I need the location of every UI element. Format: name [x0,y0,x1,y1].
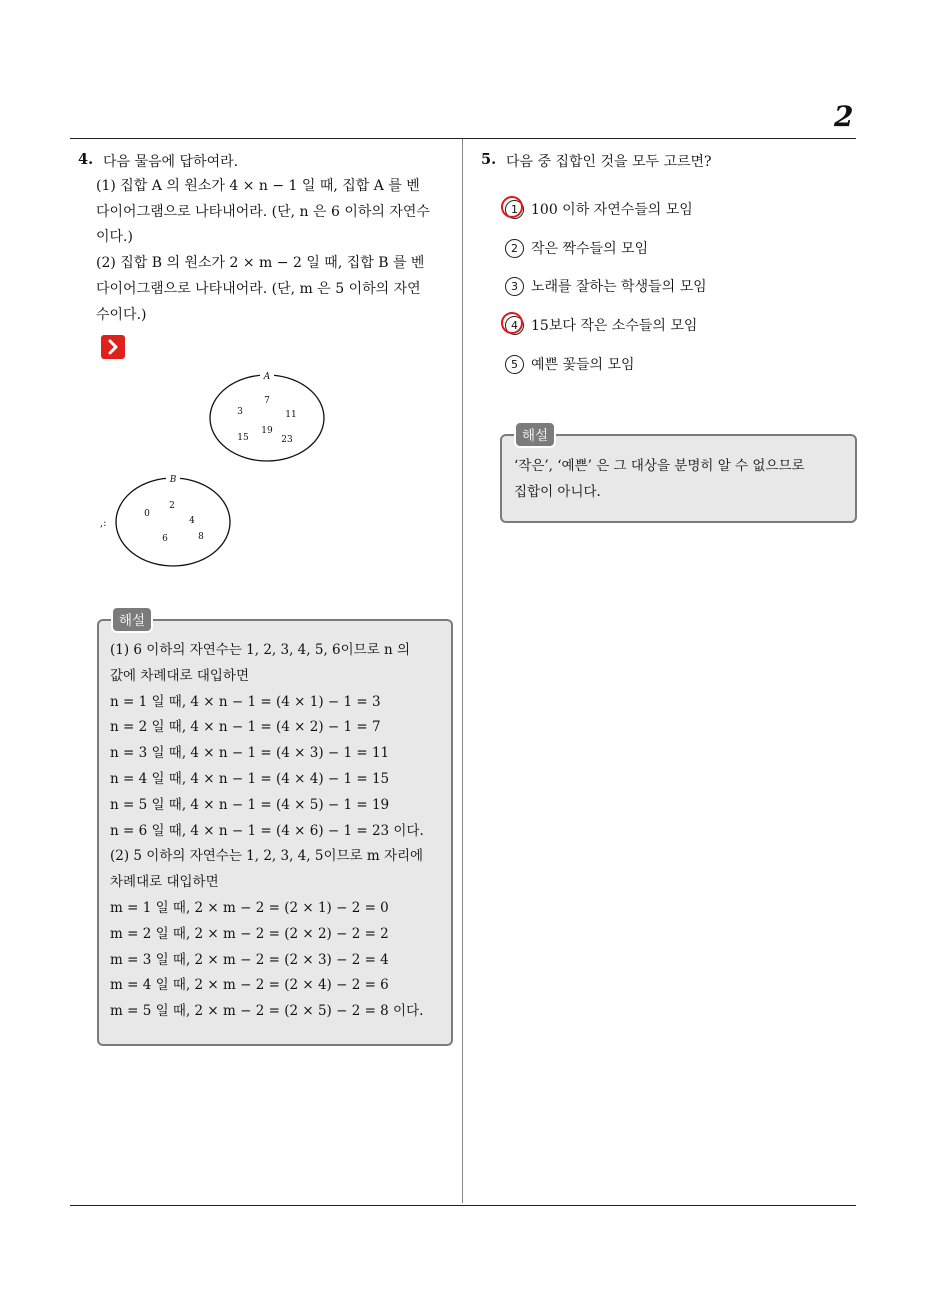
solution-line: n = 5 일 때, 4 × n − 1 = (4 × 5) − 1 = 19 [110,796,390,813]
q4-body-line: 다이어그램으로 나타내어라. (단, n 은 6 이하의 자연수 [96,203,430,220]
venn-a-element: 7 [264,396,270,406]
solution-line: n = 1 일 때, 4 × n − 1 = (4 × 1) − 1 = 3 [110,693,381,710]
option-2[interactable] [505,238,648,258]
venn-b-element: 0 [144,509,150,519]
q4-body-line: 다이어그램으로 나타내어라. (단, m 은 5 이하의 자연 [96,280,421,297]
q5-number: 5. [481,151,497,168]
option-3[interactable] [505,276,707,296]
option-marker: 4 [505,316,524,335]
venn-b-element: 8 [198,532,204,542]
solution-line: (1) 6 이하의 자연수는 1, 2, 3, 4, 5, 6이므로 n 의 [110,642,411,658]
venn-b-element: 4 [189,516,195,526]
option-label: 15보다 작은 소수들의 모임 [531,318,698,334]
venn-a-label: A [263,372,271,382]
q4-body-line: (2) 집합 B 의 원소가 2 × m − 2 일 때, 집합 B 를 벤 [96,255,425,272]
q5-title: 다음 중 집합인 것을 모두 고르면? [506,154,712,170]
q5-solution-text [514,454,805,506]
q4-body-line: 이다.) [96,229,133,246]
solution-line: (2) 5 이하의 자연수는 1, 2, 3, 4, 5이므로 m 자리에 [110,848,424,865]
option-label: 예쁜 꽃들의 모임 [531,357,635,373]
option-marker: 5 [505,355,524,374]
q4-solution-tag: 해설 [111,606,153,633]
solution-line: 값에 차례대로 대입하면 [110,667,249,684]
solution-line: n = 2 일 때, 4 × n − 1 = (4 × 2) − 1 = 7 [110,719,381,736]
solution-line: n = 6 일 때, 4 × n − 1 = (4 × 6) − 1 = 23 이다. [110,822,424,839]
solution-line: m = 3 일 때, 2 × m − 2 = (2 × 3) − 2 = 4 [110,951,389,968]
venn-b-element: 6 [162,534,168,544]
solution-line: m = 1 일 때, 2 × m − 2 = (2 × 1) − 2 = 0 [110,899,389,916]
q4-body-line: 수이다.) [96,306,147,323]
q5-solution-tag: 해설 [514,421,556,448]
column-divider [462,139,463,1203]
option-1[interactable] [505,199,693,219]
q4-number: 4. [78,151,94,168]
solution-line: m = 5 일 때, 2 × m − 2 = (2 × 5) − 2 = 8 이다. [110,1003,424,1020]
solution-line: 집합이 아니다. [514,483,601,500]
option-label: 100 이하 자연수들의 모임 [531,202,693,218]
arrow-right-icon[interactable] [101,335,125,359]
solution-line: m = 2 일 때, 2 × m − 2 = (2 × 2) − 2 = 2 [110,925,389,942]
option-marker: 3 [505,277,524,296]
option-marker: 1 [505,200,524,219]
top-rule [70,138,856,139]
venn-b-label: B [169,475,177,485]
solution-line: n = 4 일 때, 4 × n − 1 = (4 × 4) − 1 = 15 [110,770,390,787]
venn-b [116,472,230,566]
venn-b-element: 2 [169,501,175,511]
solution-line: ‘작은’, ‘예쁜’ 은 그 대상을 분명히 알 수 없으므로 [514,458,805,474]
option-4[interactable] [505,315,697,335]
q4-body-line: (1) 집합 A 의 원소가 4 × n − 1 일 때, 집합 A 를 벤 [96,178,420,194]
venn-a-element: 3 [237,407,243,417]
bottom-rule [70,1205,856,1206]
venn-diagrams [100,366,340,576]
option-label: 작은 짝수들의 모임 [531,241,649,257]
option-marker: 2 [505,239,524,258]
page-number: 2 [834,100,854,133]
venn-a [210,369,324,461]
q4-solution-text [110,638,424,1025]
selected-answer-mark [501,312,523,334]
venn-a-element: 23 [281,435,293,445]
venn-a-element: 15 [237,433,249,443]
venn-a-element: 11 [285,410,297,420]
option-label: 노래를 잘하는 학생들의 모임 [531,279,707,295]
solution-line: m = 4 일 때, 2 × m − 2 = (2 × 4) − 2 = 6 [110,977,389,994]
option-5[interactable] [505,354,635,374]
q4-title: 다음 물음에 답하여라. [103,154,239,170]
q4-body [96,174,430,328]
venn-a-element: 19 [261,426,273,436]
venn-separator: ,: [100,518,107,529]
selected-answer-mark [501,196,523,218]
solution-line: 차례대로 대입하면 [110,874,219,891]
solution-line: n = 3 일 때, 4 × n − 1 = (4 × 3) − 1 = 11 [110,745,390,762]
